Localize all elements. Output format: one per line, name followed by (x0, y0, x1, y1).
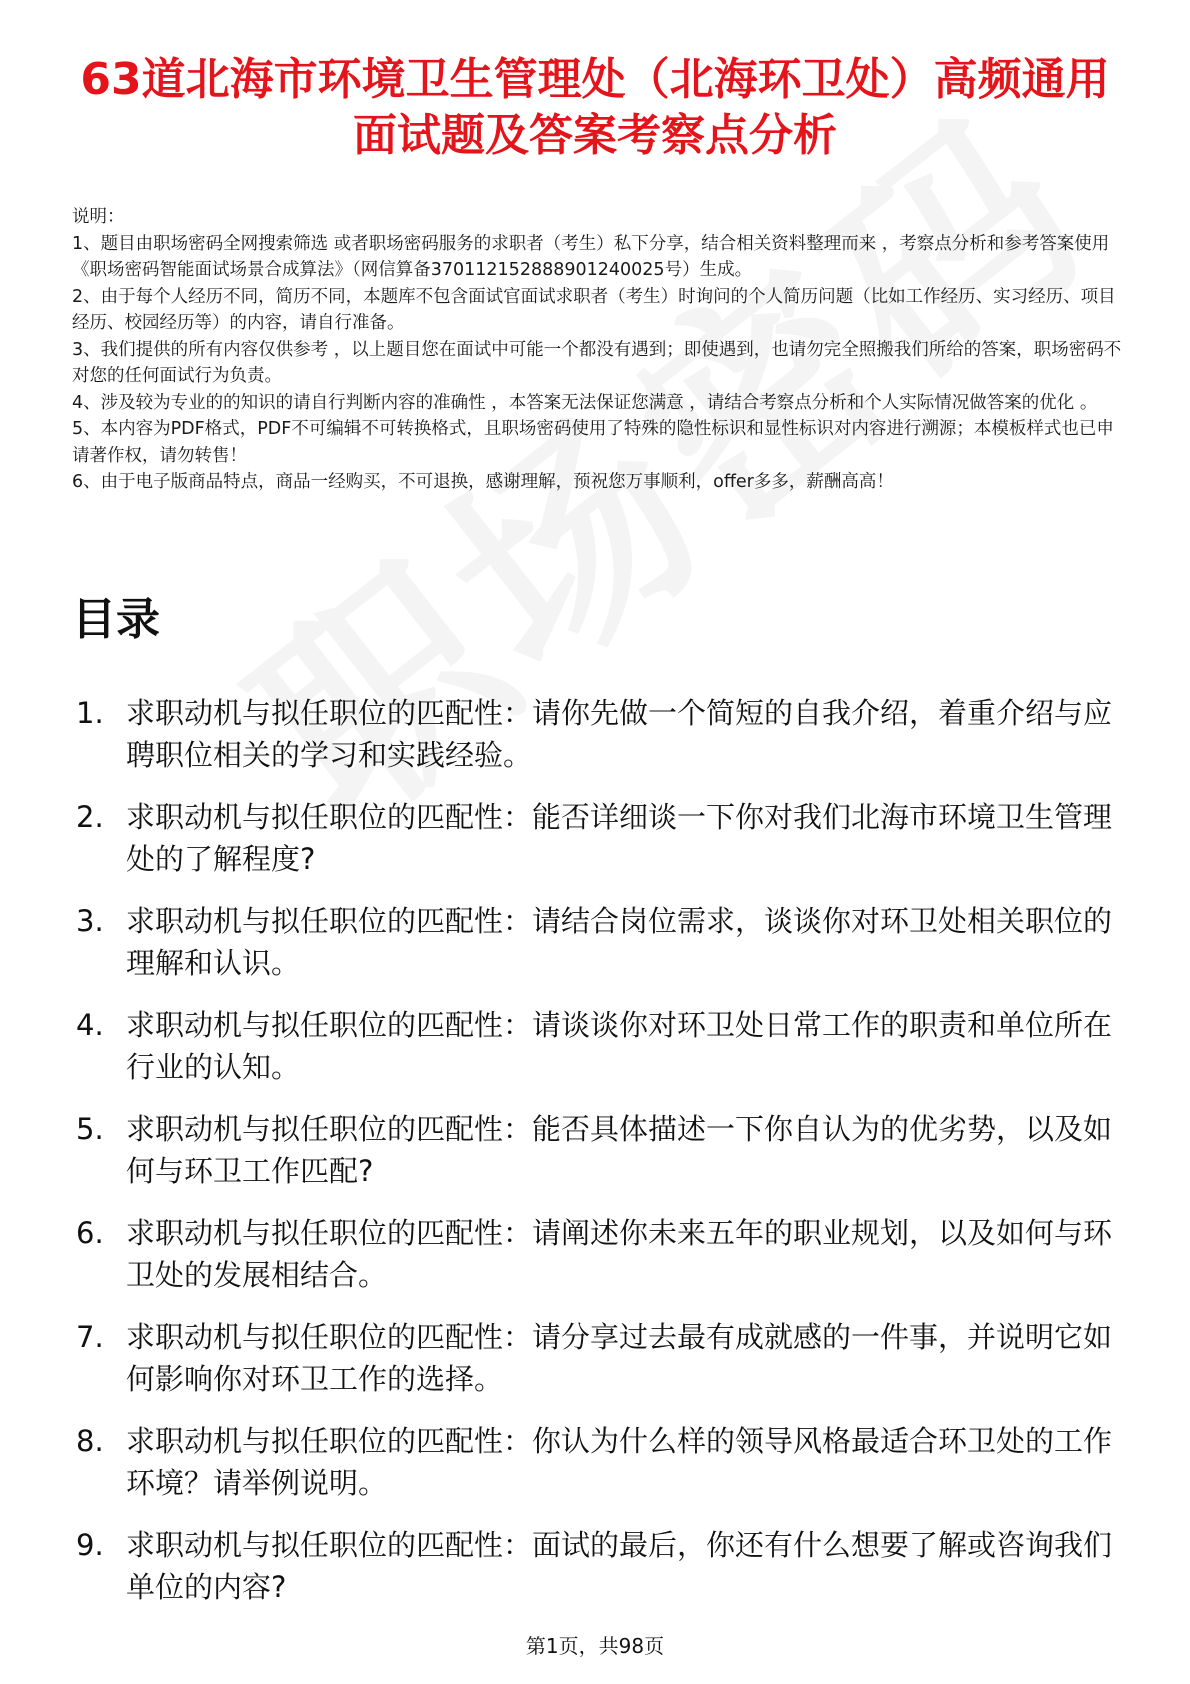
note-item: 6、由于电子版商品特点，商品一经购买，不可退换，感谢理解，预祝您万事顺利，offer多多，薪酬高高！ (72, 472, 894, 492)
toc-item[interactable] (72, 796, 1122, 880)
toc-item-number: 1. (76, 696, 104, 730)
toc-item-number: 3. (76, 904, 104, 938)
toc-item-number: 2. (76, 800, 104, 834)
toc-item[interactable] (72, 1524, 1122, 1608)
toc-item[interactable] (72, 1420, 1122, 1504)
toc-item-number: 7. (76, 1320, 104, 1354)
toc-item-text: 求职动机与拟任职位的匹配性：请谈谈你对环卫处日常工作的职责和单位所在行业的认知。 (126, 1008, 1113, 1084)
toc-item-text: 求职动机与拟任职位的匹配性：能否详细谈一下你对我们北海市环境卫生管理处的了解程度? (126, 800, 1113, 876)
toc-item-number: 6. (76, 1216, 104, 1250)
toc-item[interactable] (72, 1004, 1122, 1088)
toc-item-text: 求职动机与拟任职位的匹配性：面试的最后，你还有什么想要了解或咨询我们单位的内容? (126, 1528, 1113, 1604)
toc-item[interactable] (72, 1316, 1122, 1400)
toc-item[interactable] (72, 692, 1122, 776)
toc-item-number: 4. (76, 1008, 104, 1042)
toc-item-text: 求职动机与拟任职位的匹配性：请结合岗位需求，谈谈你对环卫处相关职位的理解和认识。 (126, 904, 1113, 980)
toc-item-number: 8. (76, 1424, 104, 1458)
page-footer: 第1页，共98页 (525, 1634, 665, 1658)
toc-item[interactable] (72, 900, 1122, 984)
toc-item-number: 9. (76, 1528, 104, 1562)
note-item: 1、题目由职场密码全网搜索筛选 或者职场密码服务的求职者（考生）私下分享，结合相关资料整理而来 ，考察点分析和参考答案使用《职场密码智能面试场景合成算法》（网信算备370112152888901240025号）生成。 (72, 233, 1110, 280)
toc-item-text: 求职动机与拟任职位的匹配性：请你先做一个简短的自我介绍，着重介绍与应聘职位相关的学习和实践经验。 (126, 696, 1113, 772)
note-item: 4、涉及较为专业的的知识的请自行判断内容的准确性 ，本答案无法保证您满意 ，请结合考察点分析和个人实际情况做答案的优化 。 (72, 392, 1098, 413)
toc-item-text: 求职动机与拟任职位的匹配性：你认为什么样的领导风格最适合环卫处的工作环境？请举例说明。 (126, 1424, 1113, 1500)
note-item: 5、本内容为PDF格式，PDF不可编辑不可转换格式，且职场密码使用了特殊的隐性标识和显性标识对内容进行溯源；本模板样式也已申请著作权，请勿转售！ (72, 419, 1114, 466)
notes-section (72, 204, 1122, 496)
note-item: 3、我们提供的所有内容仅供参考 ，以上题目您在面试中可能一个都没有遇到；即使遇到，也请勿完全照搬我们所给的答案，职场密码不对您的任何面试行为负责。 (72, 339, 1122, 386)
toc-item-text: 求职动机与拟任职位的匹配性：请分享过去最有成就感的一件事，并说明它如何影响你对环卫工作的选择。 (126, 1320, 1113, 1396)
toc-item[interactable] (72, 1108, 1122, 1192)
document-title: 63道北海市环境卫生管理处（北海环卫处）高频通用面试题及答案考察点分析 (80, 54, 1110, 161)
table-of-contents (72, 692, 1122, 1628)
toc-heading: 目录 (72, 594, 160, 645)
toc-item-text: 求职动机与拟任职位的匹配性：能否具体描述一下你自认为的优劣势，以及如何与环卫工作匹配? (126, 1112, 1113, 1188)
toc-item-number: 5. (76, 1112, 104, 1146)
toc-item-text: 求职动机与拟任职位的匹配性：请阐述你未来五年的职业规划，以及如何与环卫处的发展相结合。 (126, 1216, 1113, 1292)
toc-item[interactable] (72, 1212, 1122, 1296)
notes-heading: 说明： (72, 207, 125, 227)
note-item: 2、由于每个人经历不同，简历不同，本题库不包含面试官面试求职者（考生）时询问的个人简历问题（比如工作经历、实习经历、项目经历、校园经历等）的内容，请自行准备。 (72, 286, 1116, 333)
